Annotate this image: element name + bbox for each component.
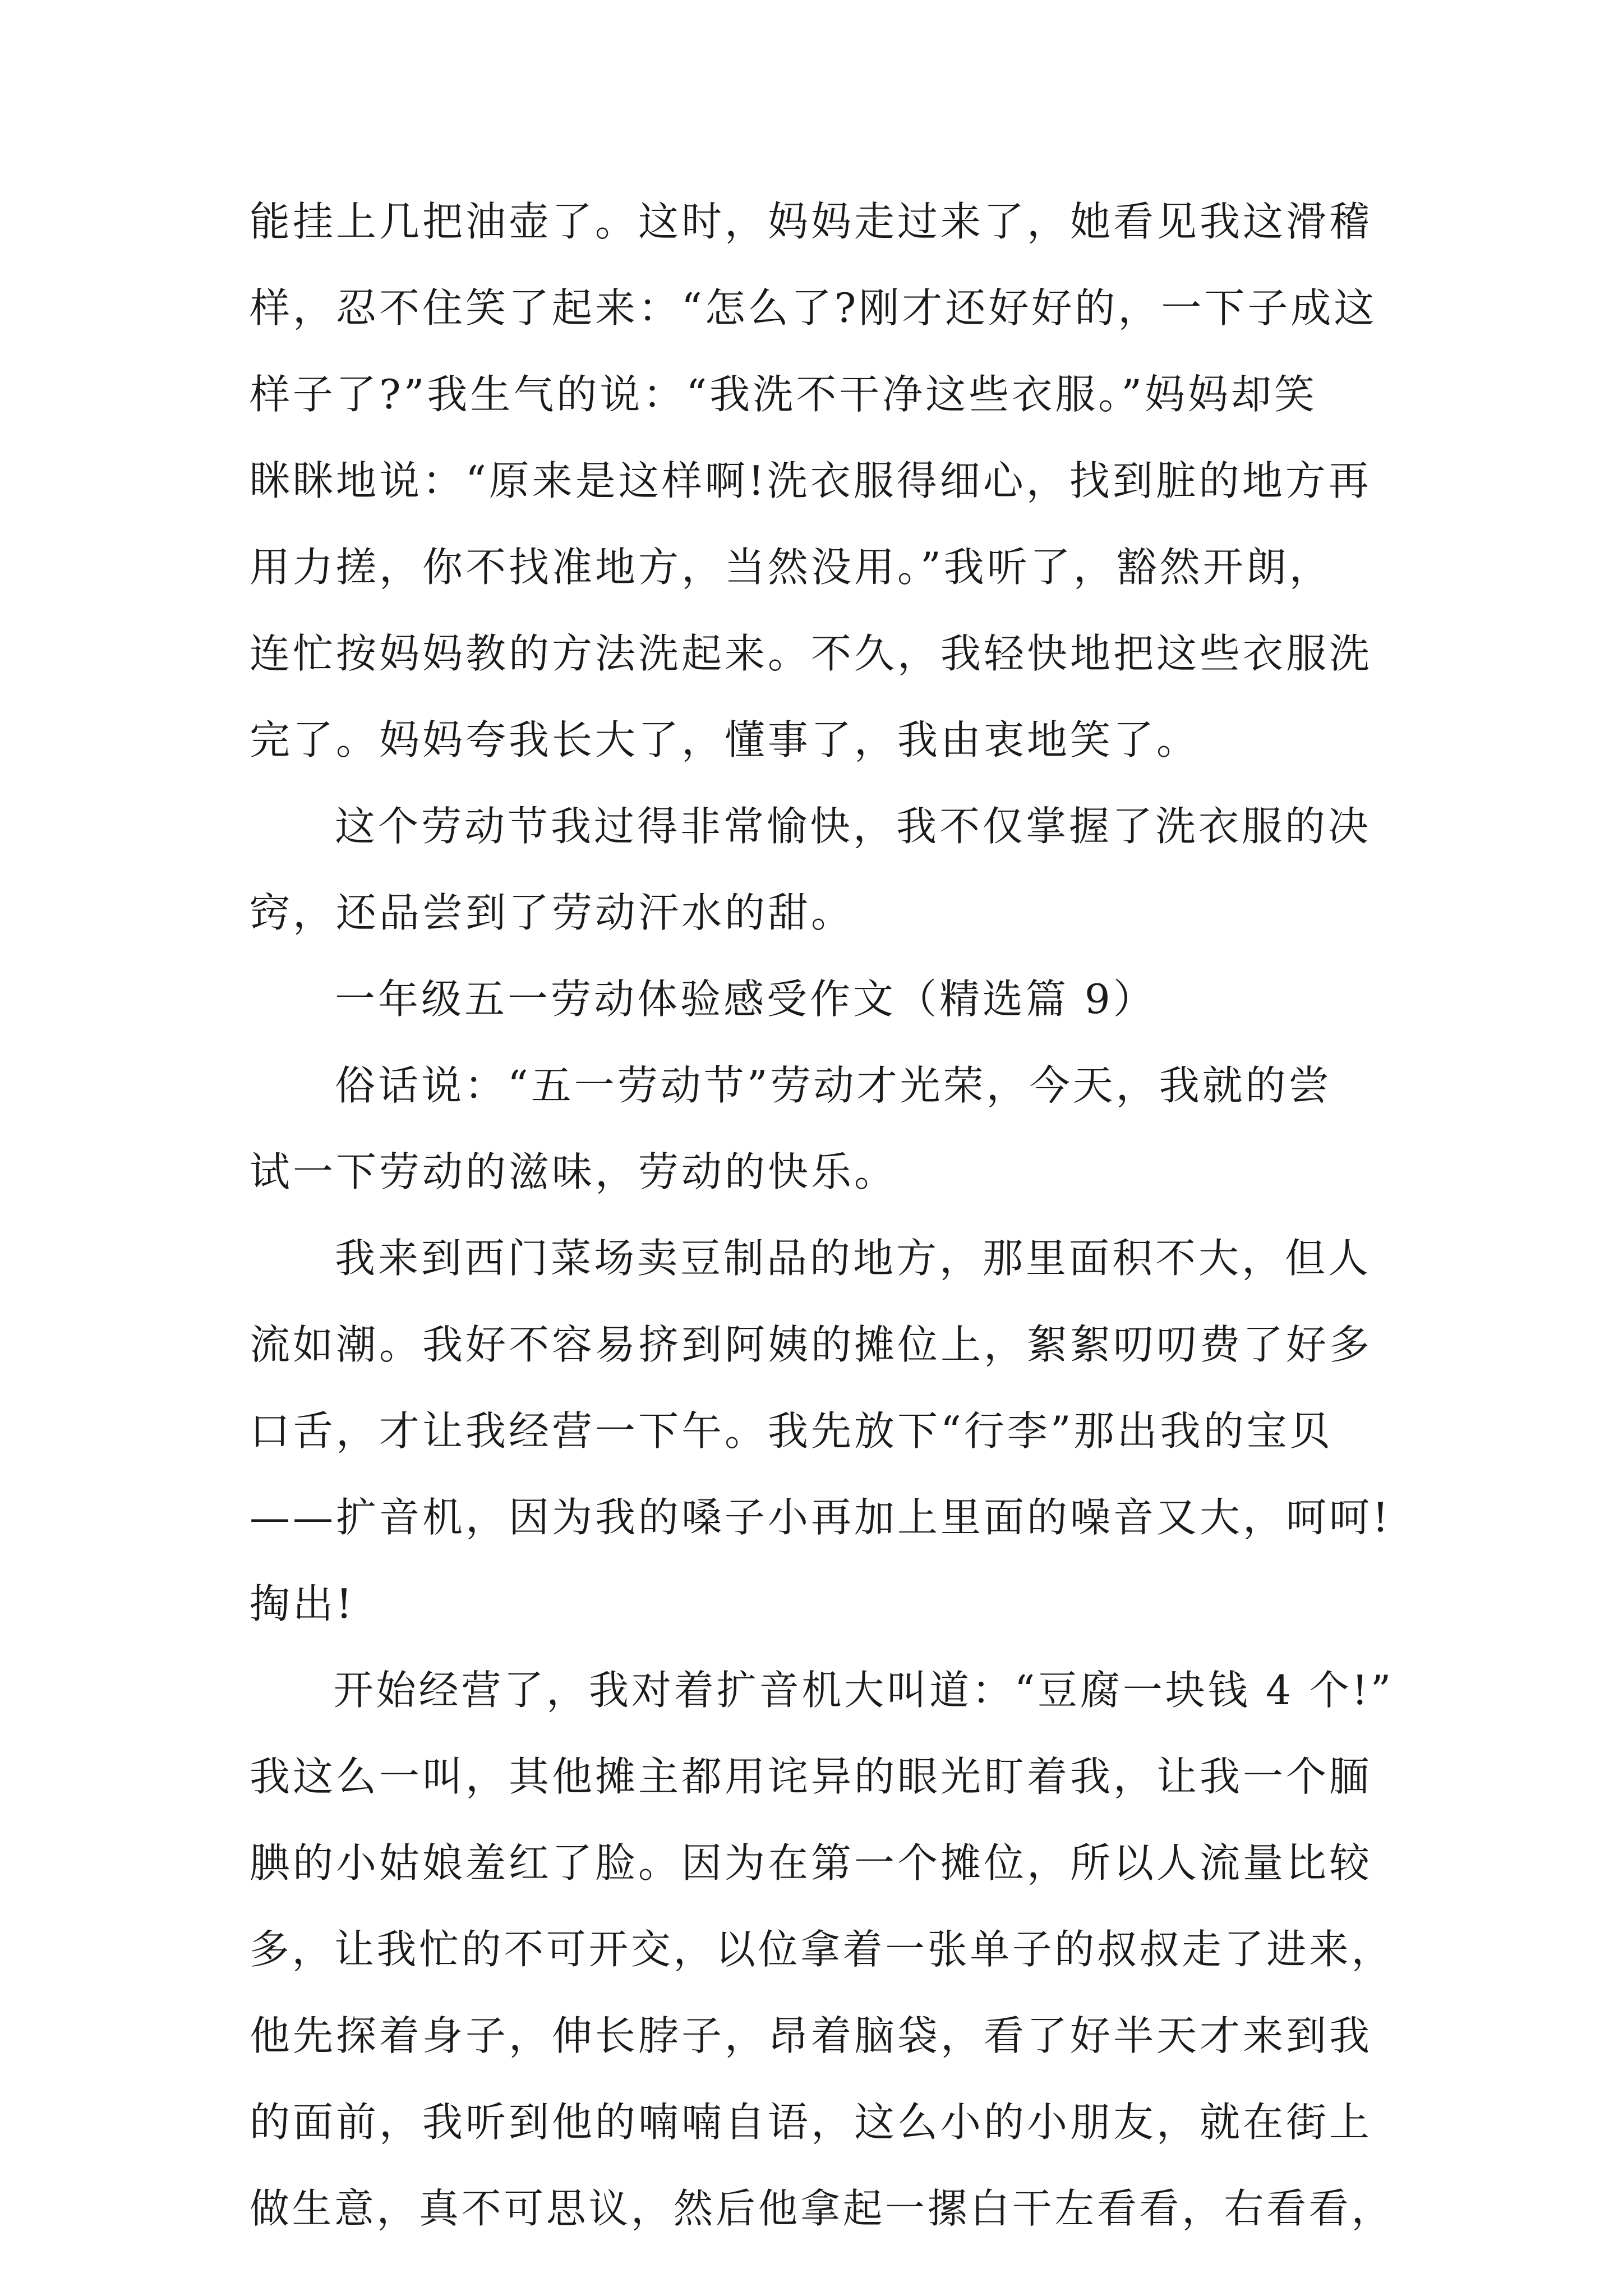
text-line: 试一下劳动的滋味，劳动的快乐。 xyxy=(250,1148,898,1195)
text-line: 多，让我忙的不可开交，以位拿着一张单子的叔叔走了进来， xyxy=(250,1926,1394,1973)
text-line: 一年级五一劳动体验感受作文（精选篇 9） xyxy=(335,976,1156,1023)
text-line: 完了。妈妈夸我长大了，懂事了，我由衷地笑了。 xyxy=(250,716,1200,763)
text-line: 俗话说：“五一劳动节”劳动才光荣，今天，我就的尝 xyxy=(335,1062,1332,1109)
text-line: 窍，还品尝到了劳动汗水的甜。 xyxy=(250,889,855,936)
text-line: 用力搓，你不找准地方，当然没用。”我听了，豁然开朗， xyxy=(250,544,1332,591)
text-line: 我这么一叫，其他摊主都用诧异的眼光盯着我，让我一个腼 xyxy=(250,1753,1373,1800)
text-line: 眯眯地说：“原来是这样啊!洗衣服得细心，找到脏的地方再 xyxy=(250,457,1372,504)
text-line: 样，忍不住笑了起来：“怎么了?刚才还好好的，一下子成这 xyxy=(250,284,1377,332)
text-line: 这个劳动节我过得非常愉快，我不仅掌握了洗衣服的决 xyxy=(335,803,1372,850)
text-line: 样子了?”我生气的说：“我洗不干净这些衣服。”妈妈却笑 xyxy=(250,371,1318,418)
text-line: 连忙按妈妈教的方法洗起来。不久，我轻快地把这些衣服洗 xyxy=(250,630,1373,677)
text-line: 开始经营了，我对着扩音机大叫道：“豆腐一块钱 4 个!” xyxy=(333,1667,1394,1714)
text-line: 口舌，才让我经营一下午。我先放下“行李”那出我的宝贝 xyxy=(250,1407,1333,1455)
body-text xyxy=(250,178,1394,2252)
text-line: 的面前，我听到他的喃喃自语，这么小的小朋友，就在街上 xyxy=(250,2099,1373,2146)
text-line: 腆的小姑娘羞红了脸。因为在第一个摊位，所以人流量比较 xyxy=(250,1839,1373,1887)
text-line: 做生意，真不可思议，然后他拿起一摞白干左看看，右看看， xyxy=(250,2185,1394,2232)
text-line: 他先探着身子，伸长脖子，昂着脑袋，看了好半天才来到我 xyxy=(250,2012,1373,2059)
text-line: 掏出! xyxy=(250,1580,355,1627)
text-line: 能挂上几把油壶了。这时，妈妈走过来了，她看见我这滑稽 xyxy=(250,198,1373,245)
text-line: 流如潮。我好不容易挤到阿姨的摊位上，絮絮叨叨费了好多 xyxy=(250,1321,1373,1368)
text-line: 我来到西门菜场卖豆制品的地方，那里面积不大，但人 xyxy=(335,1235,1372,1282)
text-line: ——扩音机，因为我的嗓子小再加上里面的噪音又大，呵呵! xyxy=(250,1494,1391,1541)
